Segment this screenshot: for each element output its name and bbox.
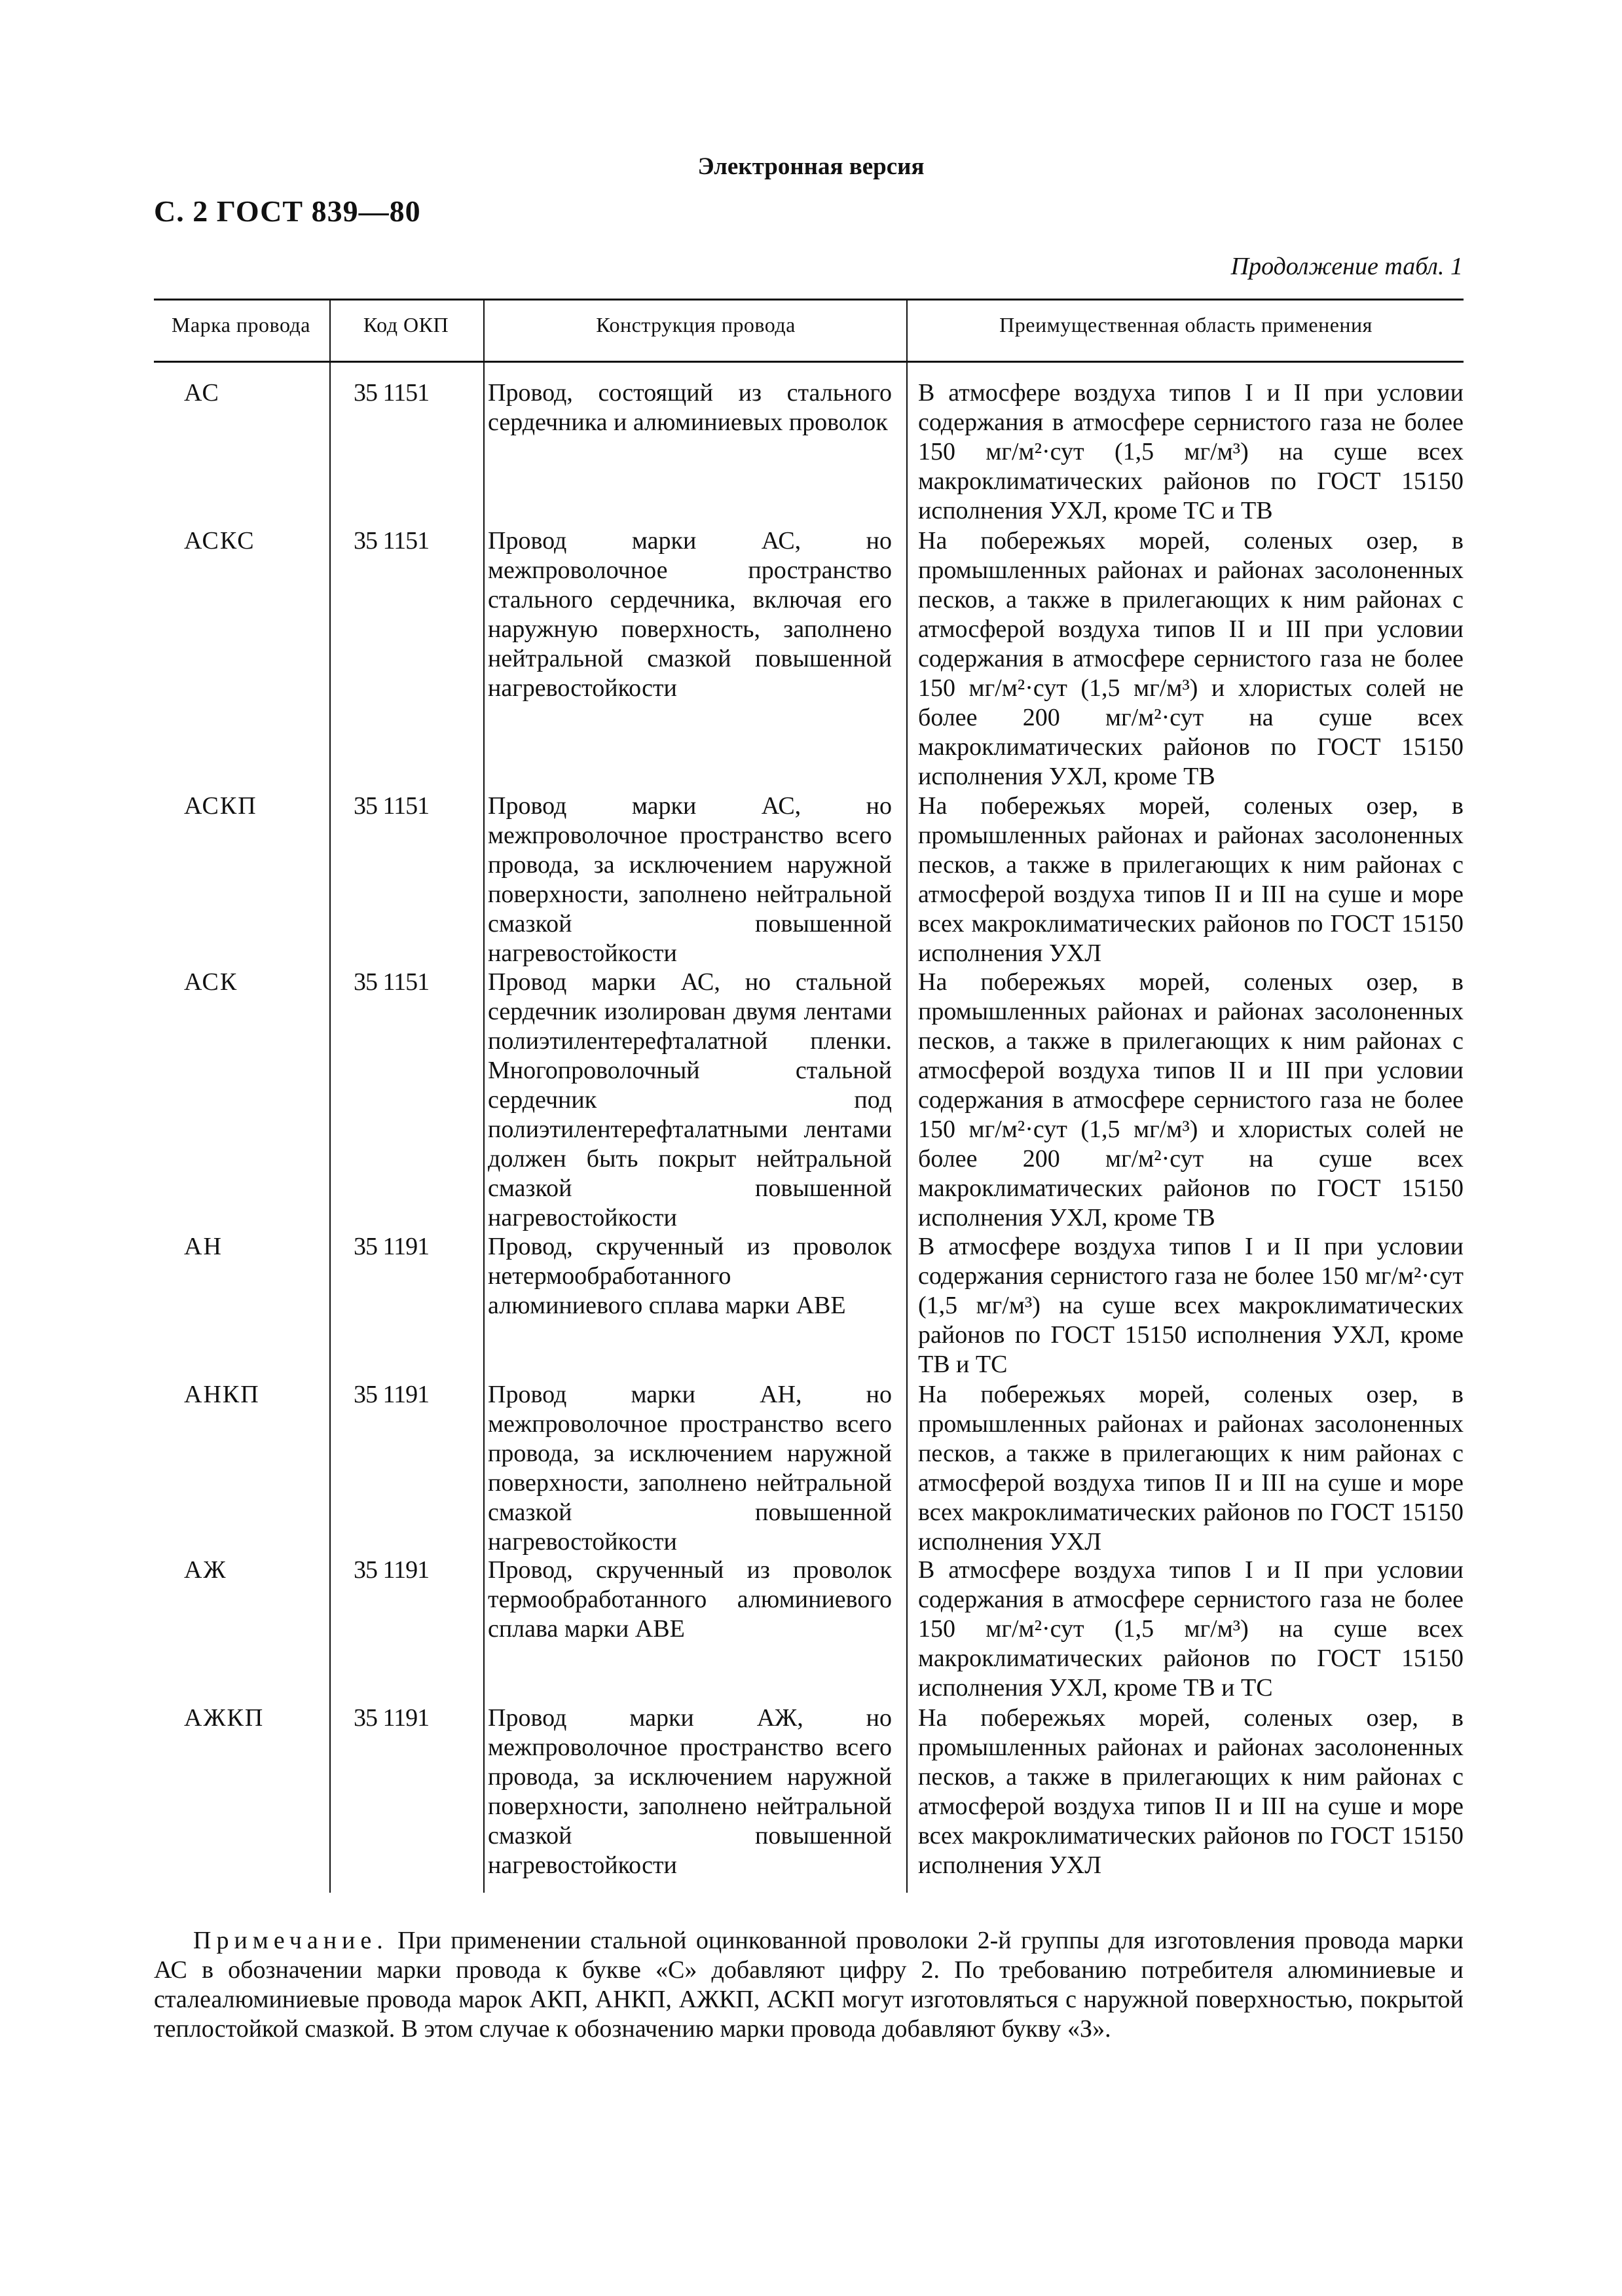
wire-construction: Провод марки АС, но межпроволочное пространство стального сердечника, включая его наружную поверхность, заполнено нейтральной смазкой повышенной нагревостойкости [488,527,892,702]
column-header-okp: Код ОКП [363,313,449,337]
wire-mark: АНКП [184,1381,260,1408]
okp-code: 35 1191 [354,1704,430,1732]
column-header-construction: Конструкция провода [596,313,796,337]
application-area: На побережьях морей, соленых озер, в промышленных районах и районах засолоненных песков, а также в прилегающих к ним районах с атмосферой воздуха типов II и III на суше и море всех макроклиматических районов по ГОСТ 15150 исполнения УХЛ [918,1381,1464,1556]
okp-code: 35 1191 [354,1381,430,1408]
wire-mark: АСКП [184,792,257,820]
column-header-mark: Марка провода [172,313,310,337]
application-area: На побережьях морей, соленых озер, в промышленных районах и районах засолоненных песков, а также в прилегающих к ним районах с атмосферой воздуха типов II и III на суше и море всех макроклиматических районов по ГОСТ 15150 исполнения УХЛ [918,792,1464,967]
note-text: При применении стальной оцинкованной проволоки 2-й группы для изготовления провода марки АС в обозначении марки провода к букве «С» добавляют цифру 2. По требованию потребителя алюминиевые и сталеалюминиевые провода марок АКП, АНКП, АЖКП, АСКП могут изготовляться с наружной поверхностью, покрытой теплостойкой смазкой. В этом случае к обозначению марки провода добавляют букву «З». [154,1927,1464,2043]
wire-mark: АН [184,1233,223,1260]
table-note [154,1926,1464,2044]
column-divider [906,299,908,1893]
wire-construction: Провод, состоящий из стального сердечника и алюминиевых проволок [488,379,892,436]
wire-mark: АС [184,379,220,407]
table-header-rule [154,361,1464,363]
application-area: На побережьях морей, соленых озер, в промышленных районах и районах засолоненных песков, а также в прилегающих к ним районах с атмосферой воздуха типов II и III на суше и море всех макроклиматических районов по ГОСТ 15150 исполнения УХЛ [918,1704,1464,1879]
wire-construction: Провод марки АС, но межпроволочное пространство всего провода, за исключением наружной поверхности, заполнено нейтральной смазкой повышенной нагревостойкости [488,792,892,967]
table-continuation-label: Продолжение табл. 1 [1230,253,1463,280]
application-area: В атмосфере воздуха типов I и II при условии содержания в атмосфере сернистого газа не более 150 мг/м²·сут (1,5 мг/м³) на суше всех макроклиматических районов по ГОСТ 15150 исполнения УХЛ, кроме ТВ и ТС [918,1556,1464,1702]
application-area: В атмосфере воздуха типов I и II при условии содержания сернистого газа не более 150 мг/м²·сут (1,5 мг/м³) на суше всех макроклиматических районов по ГОСТ 15150 исполнения УХЛ, кроме ТВ и ТС [918,1233,1464,1378]
application-area: На побережьях морей, соленых озер, в промышленных районах и районах засолоненных песков, а также в прилегающих к ним районах с атмосферой воздуха типов II и III при условии содержания в атмосфере сернистого газа не более 150 мг/м²·сут (1,5 мг/м³) и хлористых солей не более 200 мг/м²·сут на суше всех макроклиматических районов по ГОСТ 15150 исполнения УХЛ, кроме ТВ [918,968,1464,1231]
wire-mark: АЖКП [184,1704,265,1732]
okp-code: 35 1151 [354,968,430,996]
note-label: Примечание. [193,1927,388,1954]
okp-code: 35 1151 [354,379,430,407]
page-reference: С. 2 ГОСТ 839—80 [154,194,421,228]
wire-construction: Провод марки АС, но стальной сердечник изолирован двумя лентами полиэтилентерефталатной пленки. Многопроволочный стальной сердечник под полиэтилентерефталатными лентами должен быть покрыт нейтральной смазкой повышенной нагревостойкости [488,968,892,1231]
wire-construction: Провод, скрученный из проволок нетермообработанного алюминиевого сплава марки АВЕ [488,1233,892,1319]
wire-construction: Провод марки АЖ, но межпроволочное пространство всего провода, за исключением наружной поверхности, заполнено нейтральной смазкой повышенной нагревостойкости [488,1704,892,1879]
wire-mark: АЖ [184,1556,227,1584]
wire-construction: Провод, скрученный из проволок термообработанного алюминиевого сплава марки АВЕ [488,1556,892,1643]
okp-code: 35 1191 [354,1556,430,1584]
application-area: В атмосфере воздуха типов I и II при условии содержания в атмосфере сернистого газа не более 150 мг/м²·сут (1,5 мг/м³) на суше всех макроклиматических районов по ГОСТ 15150 исполнения УХЛ, кроме ТС и ТВ [918,379,1464,524]
table-top-rule [154,299,1464,301]
okp-code: 35 1151 [354,527,430,555]
wire-mark: АСКС [184,527,255,555]
wire-construction: Провод марки АН, но межпроволочное пространство всего провода, за исключением наружной поверхности, заполнено нейтральной смазкой повышенной нагревостойкости [488,1381,892,1556]
column-header-application: Преимущественная область применения [999,313,1373,337]
okp-code: 35 1151 [354,792,430,820]
electronic-version-label: Электронная версия [697,153,925,180]
wire-mark: АСК [184,968,238,996]
okp-code: 35 1191 [354,1233,430,1260]
application-area: На побережьях морей, соленых озер, в промышленных районах и районах засолоненных песков, а также в прилегающих к ним районах с атмосферой воздуха типов II и III при условии содержания в атмосфере сернистого газа не более 150 мг/м²·сут (1,5 мг/м³) и хлористых солей не более 200 мг/м²·сут на суше всех макроклиматических районов по ГОСТ 15150 исполнения УХЛ, кроме ТВ [918,527,1464,790]
